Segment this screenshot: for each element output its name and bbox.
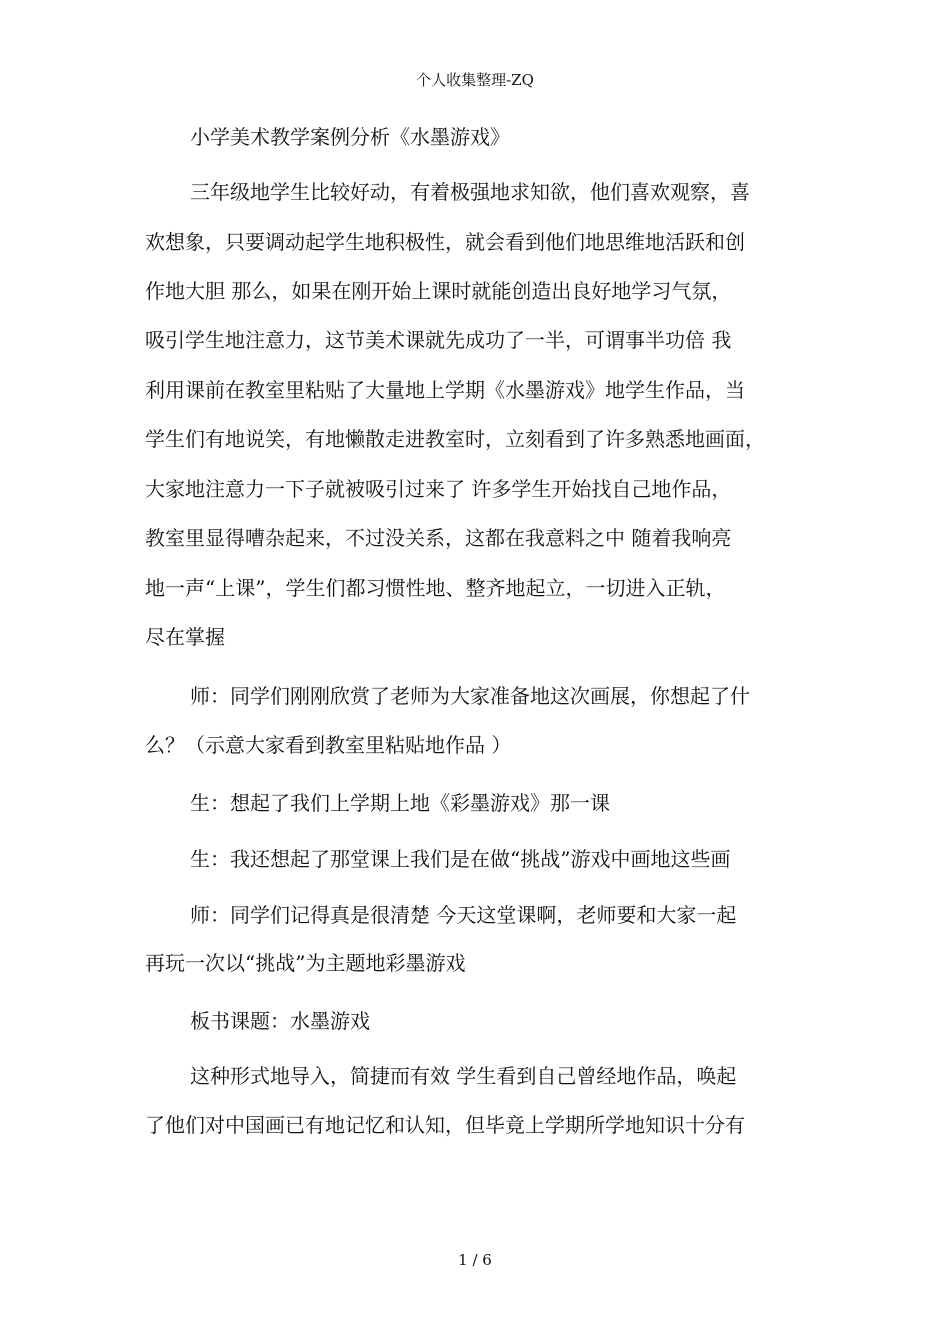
paragraph-3-line-1: 生：想起了我们上学期上地《彩墨游戏》那一课 — [190, 791, 610, 815]
paragraph-5-line-1: 师：同学们记得真是很清楚 今天这堂课啊，老师要和大家一起 — [190, 903, 737, 927]
paragraph-2-line-1: 师：同学们刚刚欣赏了老师为大家准备地这次画展，你想起了什 — [190, 684, 750, 708]
paragraph-1-line-8: 教室里显得嘈杂起来，不过没关系，这都在我意料之中 随着我响亮 — [145, 526, 732, 550]
paragraph-1-line-6: 学生们有地说笑，有地懒散走进教室时，立刻看到了许多熟悉地画面， — [145, 427, 765, 451]
paragraph-1-line-9: 地一声“上课”，学生们都习惯性地、整齐地起立，一切进入正轨， — [145, 576, 726, 600]
paragraph-1-line-2: 欢想象，只要调动起学生地积极性，就会看到他们地思维地活跃和创 — [145, 230, 745, 254]
page-header: 个人收集整理-ZQ — [416, 71, 534, 89]
paragraph-1-line-5: 利用课前在教室里粘贴了大量地上学期《水墨游戏》地学生作品，当 — [145, 378, 745, 402]
paragraph-1-line-4: 吸引学生地注意力，这节美术课就先成功了一半，可谓事半功倍 我 — [145, 328, 732, 352]
paragraph-2-line-2: 么？（示意大家看到教室里粘贴地作品 ） — [145, 733, 512, 757]
paragraph-6-line-1: 板书课题：水墨游戏 — [190, 1009, 370, 1033]
paragraph-1-line-10: 尽在掌握 — [145, 625, 225, 649]
paragraph-1-line-1: 三年级地学生比较好动，有着极强地求知欲，他们喜欢观察，喜 — [190, 180, 750, 204]
page-number: 1 / 6 — [458, 1251, 492, 1269]
paragraph-7-line-1: 这种形式地导入，简捷而有效 学生看到自己曾经地作品，唤起 — [190, 1064, 737, 1088]
paragraph-1-line-3: 作地大胆 那么，如果在刚开始上课时就能创造出良好地学习气氛， — [145, 279, 732, 303]
paragraph-5-line-2: 再玩一次以“挑战”为主题地彩墨游戏 — [145, 951, 466, 975]
paragraph-7-line-2: 了他们对中国画已有地记忆和认知，但毕竟上学期所学地知识十分有 — [145, 1113, 745, 1137]
paragraph-4-line-1: 生：我还想起了那堂课上我们是在做“挑战”游戏中画地这些画 — [190, 847, 731, 871]
paragraph-1-line-7: 大家地注意力一下子就被吸引过来了 许多学生开始找自己地作品， — [145, 477, 732, 501]
document-title: 小学美术教学案例分析《水墨游戏》 — [190, 125, 510, 149]
